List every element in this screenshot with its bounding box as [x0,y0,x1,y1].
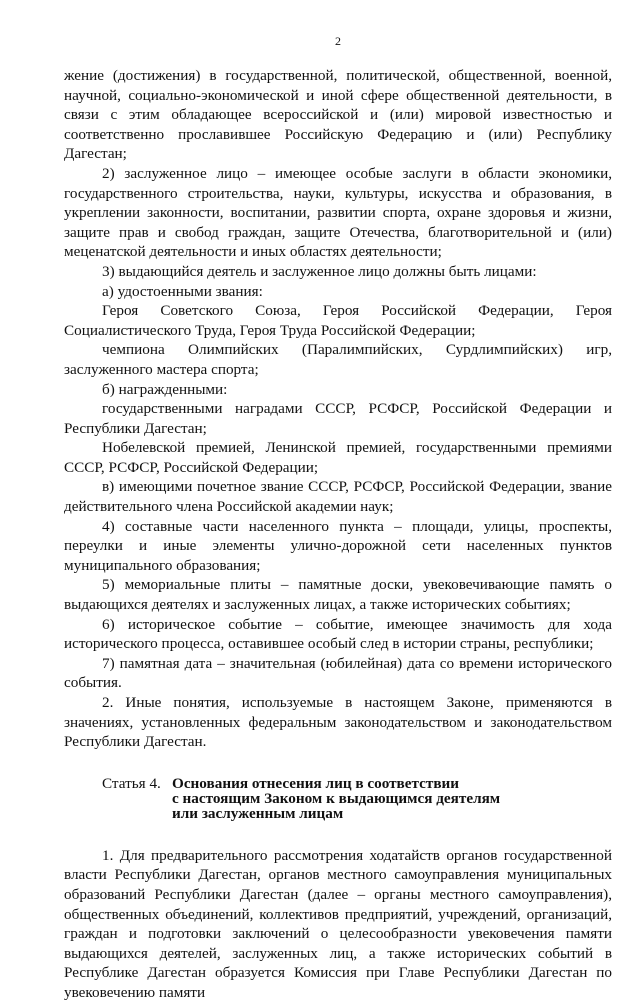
paragraph: Героя Советского Союза, Героя Российской Федерации, Героя Социалистического Труда, Героя Труда Российской Федерации; [64,302,612,339]
paragraph: а) удостоенными звания: [102,282,263,300]
paragraph: 6) историческое событие – событие, имеющее значимость для хода исторического процесса, оставившее особый след в истории страны, республики; [64,615,612,653]
paragraph: 2) заслуженное лицо – имеющее особые заслуги в области экономики, государственного строительства, науки, культуры, искусства и образования, в укреплении законности, воспитании, развитии спорта, охране здоровья и жизни, защите прав и свобод граждан, защите Отечества, благотворительной и (или) меценатской деятельности и иных областях деятельности; [64,164,612,261]
article-title-line: с настоящим Законом к выдающимся деятелям [172,789,501,807]
paragraph: 4) составные части населенного пункта – площади, улицы, проспекты, переулки и иные элементы улично-дорожной сети населенных пунктов муниципального образования; [64,517,612,574]
paragraph: 7) памятная дата – значительная (юбилейная) дата со времени исторического события. [64,654,612,692]
paragraph: 2. Иные понятия, используемые в настоящем Законе, применяются в значениях, установленных федеральным законодательством и законодательством Республики Дагестан. [64,694,612,751]
paragraph: государственными наградами СССР, РСФСР, Российской Федерации и Республики Дагестан; [64,400,612,437]
paragraph: б) награжденными: [102,380,228,398]
definitions-section [64,66,612,752]
paragraph: 3) выдающийся деятель и заслуженное лицо должны быть лицами: [102,262,537,280]
paragraph: Нобелевской премией, Ленинской премией, государственными премиями СССР, РСФСР, Российской Федерации; [64,439,612,476]
paragraph: чемпиона Олимпийских (Паралимпийских, Сурдлимпийских) игр, заслуженного мастера спорта; [64,341,612,378]
paragraph: жение (достижения) в государственной, политической, общественной, военной, научной, социально-экономической и иной сфере общественной деятельности, в связи с этим обладающее всероссийской и (или) мировой известностью и соответственно прославившее Российскую Федерацию и (или) Республику Дагестан; [64,67,612,163]
article-title [172,776,500,821]
document-page [64,34,612,1003]
article-heading [64,776,612,821]
article-title-line: Основания отнесения лиц в соответствии [172,774,460,792]
paragraph: в) имеющими почетное звание СССР, РСФСР, Российской Федерации, звание действительного члена Российской академии наук; [64,478,612,516]
article-title-line: или заслуженным лицам [172,804,344,822]
page-number: 2 [335,34,341,48]
paragraph: 1. Для предварительного рассмотрения ходатайств органов государственной власти Республики Дагестан, органов местного самоуправления муниципальных образований Республики Дагестан (далее – органы местного самоуправления), общественных объединений, коллективов предприятий, учреждений, организаций, граждан и подготовки заключений о целесообразности увековечения памяти выдающихся деятелей, заслуженных лиц, а также исторических событий в Республике Дагестан образуется Комиссия при Главе Республики Дагестан по увековечению памяти [64,846,612,1001]
article-body [64,846,612,1003]
article-label: Статья 4. [102,774,161,792]
paragraph: 5) мемориальные плиты – памятные доски, увековечивающие память о выдающихся деятелях и заслуженных лицах, а также исторических событиях; [64,576,612,614]
